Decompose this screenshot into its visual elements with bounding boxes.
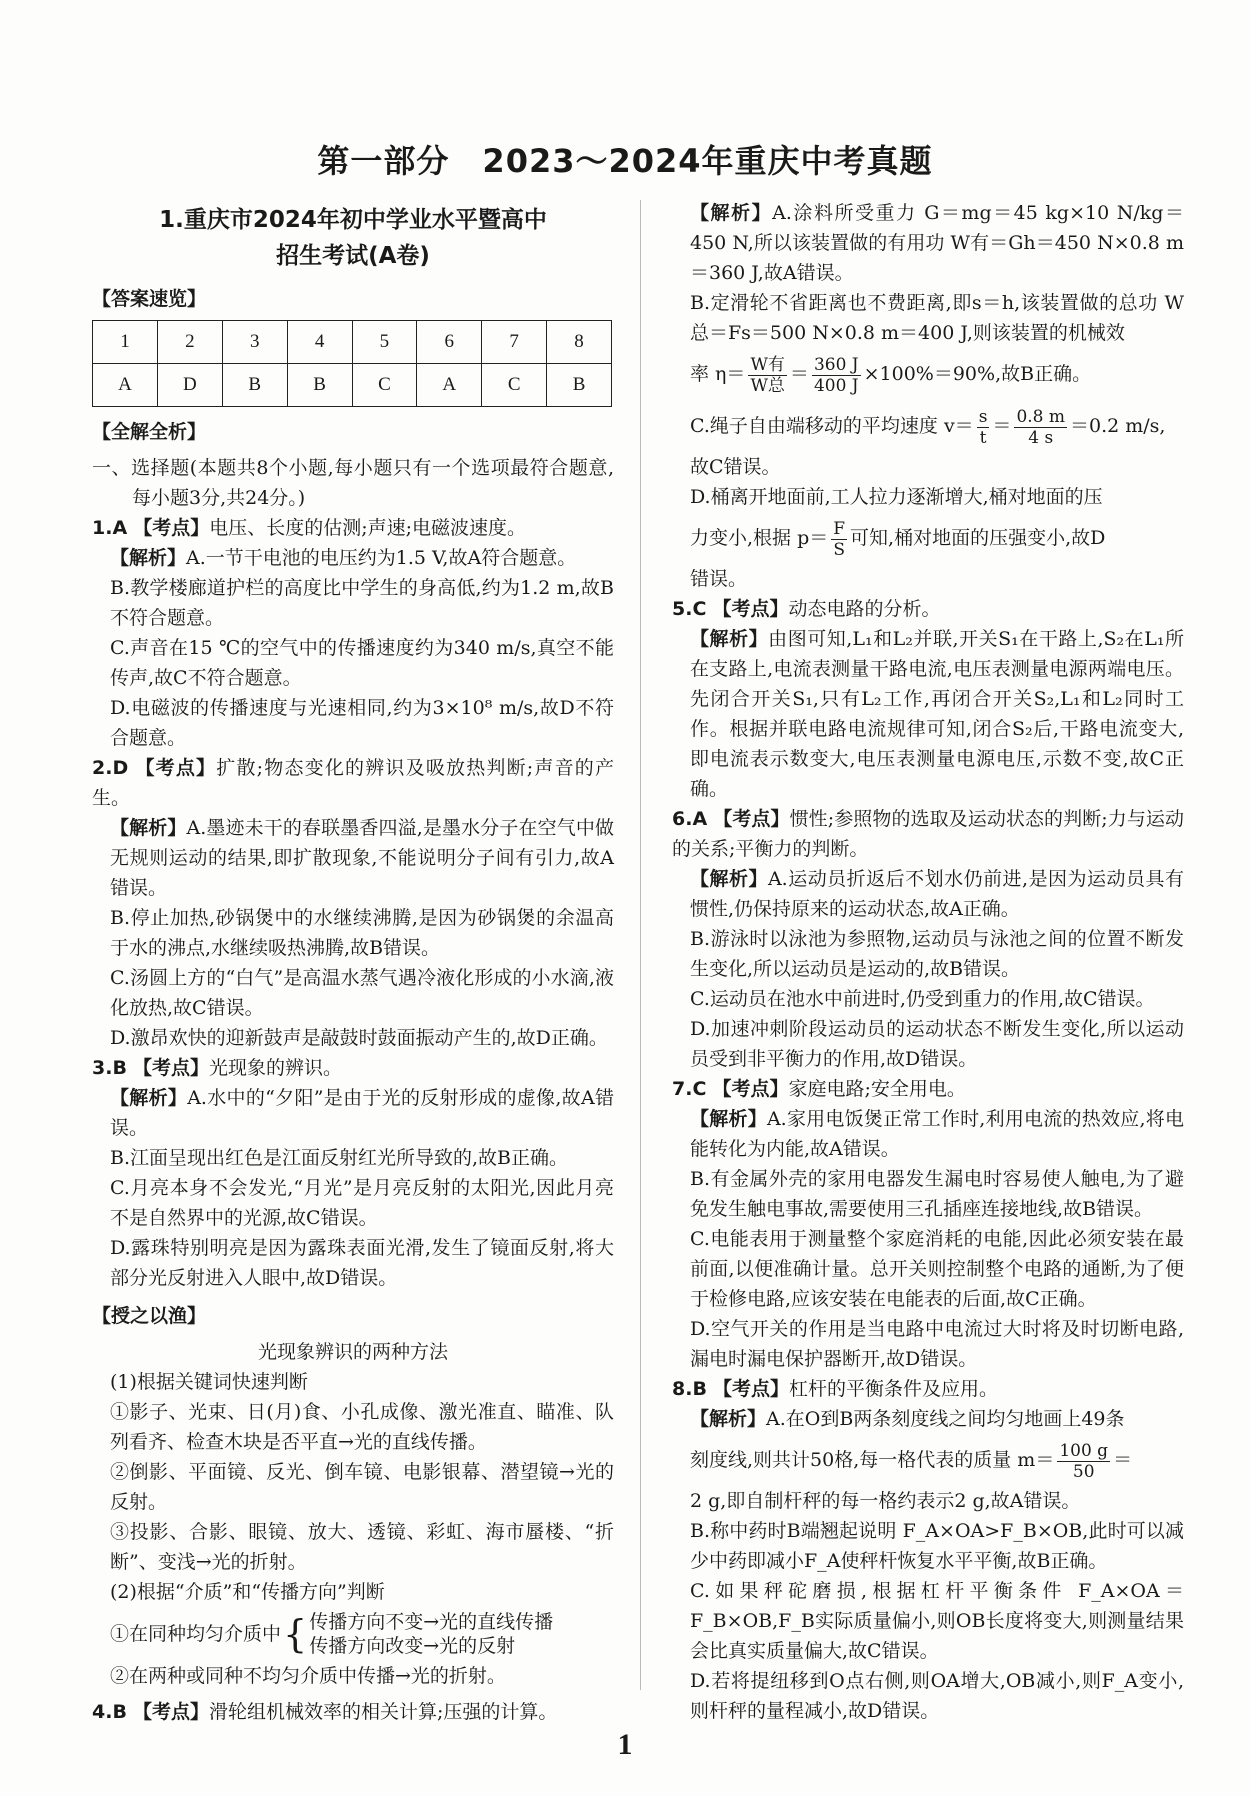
q6-number: 6.A [672,808,708,830]
q1-option-d: D.电磁波的传播速度与光速相同,约为3×10⁸ m/s,故D不符合题意。 [110,697,614,749]
page-title: 第一部分 2023～2024年重庆中考真题 [317,142,933,180]
q4-d-frac-numerator: F [833,518,846,539]
q4-c-frac1-numerator: s [978,406,988,427]
q6-header [672,804,1184,864]
q1-option-a-text: A.一节干电池的电压约为1.5 V,故A符合题意。 [186,547,577,569]
answer-letter: A [93,364,158,407]
q3-option-b: B.江面呈现出红色是江面反射红光所导致的,故B正确。 [110,1147,569,1169]
q3-kaodian-label: 【考点】 [132,1057,209,1079]
q4-option-b: B.定滑轮不省距离也不费距离,即s＝h,该装置做的总功 W总＝Fs＝500 N×0.8 m＝400 J,则该装置的机械效 [690,292,1184,344]
tip-method-1: (1)根据关键词快速判断 [110,1371,308,1393]
right-column [672,198,1184,1726]
tip-2a-prefix: ①在同种均匀介质中 [110,1623,282,1645]
q2-option-d: D.激昂欢快的迎新鼓声是敲鼓时鼓面振动产生的,故D正确。 [110,1027,608,1049]
q4-c-frac2-denominator: 4 s [1028,427,1054,448]
answer-overview-label: 【答案速览】 [92,288,207,310]
tip-method-1c: ③投影、合影、眼镜、放大、透镜、彩虹、海市蜃楼、“折断”、变浅→光的折射。 [110,1521,614,1573]
q4-analysis-a [672,198,1184,288]
exam-title-line-2: 招生考试(A卷) [276,243,430,269]
answer-table [92,320,612,407]
q8-option-b: B.称中药时B端翘起说明 F_A×OA>F_B×OB,此时可以减少中药即减小F_A使秤杆恢复水平平衡,故B正确。 [690,1520,1184,1572]
q3-analysis-a [92,1083,614,1143]
left-column [92,200,614,1727]
q3-option-c: C.月亮本身不会发光,“月光”是月亮反射的太阳光,因此月亮不是自然界中的光源,故C错误。 [110,1177,614,1229]
q5-analysis [672,624,1184,804]
tip-label: 【授之以渔】 [92,1305,207,1327]
answer-letter: B [547,364,612,407]
q8-a-suffix: ＝ [1113,1449,1133,1471]
part1-heading: 一、选择题(本题共8个小题,每小题只有一个选项最符合题意,每小题3分,共24分。) [92,457,614,509]
q8-option-d: D.若将提纽移到O点右侧,则OA增大,OB减小,则F_A变小,则杆秤的量程减小,故D错误。 [690,1670,1184,1722]
q7-jiexi-label: 【解析】 [690,1108,767,1130]
q6-analysis-a [672,864,1184,924]
q4-frac1-denominator: W总 [750,375,785,396]
q2-jiexi-label: 【解析】 [110,817,187,839]
q8-a-frac-denominator: 50 [1072,1461,1095,1482]
q4-d-frac-denominator: S [833,539,845,560]
q6-option-b: B.游泳时以泳池为参照物,运动员与泳池之间的位置不断发生变化,所以运动员是运动的,故B错误。 [690,928,1184,980]
q4-option-b-efficiency [672,348,1184,400]
q8-number: 8.B [672,1378,707,1400]
q4-option-d-end: 错误。 [690,568,748,590]
q1-jiexi-label: 【解析】 [110,547,187,569]
brace-symbol: { [283,1612,308,1656]
q4-option-d-line1: D.桶离开地面前,工人拉力逐渐增大,桶对地面的压 [690,486,1103,508]
q4-frac2-denominator: 400 J [813,375,859,396]
q7-option-c: C.电能表用于测量整个家庭消耗的电能,因此必须安装在最前面,以便准确计量。总开关则控制整个电路的通断,为了便于检修电路,应该安装在电能表的后面,故C正确。 [690,1228,1184,1310]
q4-d-fraction [831,519,847,560]
q8-a-frac-numerator: 100 g [1059,1440,1109,1461]
answer-letter: D [157,364,222,407]
q7-kaodian-label: 【考点】 [712,1078,789,1100]
q8-option-c: C.如果秤砣磨损,根据杠杆平衡条件 F_A×OA＝F_B×OB,F_B实际质量偏小,则OB长度将变大,则测量结果会比真实质量偏大,故C错误。 [690,1580,1184,1662]
q7-option-b: B.有金属外壳的家用电器发生漏电时容易使人触电,为了避免发生触电事故,需要使用三孔插座连接地线,故B错误。 [690,1168,1184,1220]
q4-c-fraction-st [977,407,990,448]
answer-letter: B [287,364,352,407]
q1-kaodian-label: 【考点】 [133,517,210,539]
q4-jiexi-label: 【解析】 [690,202,773,224]
q8-option-a-line2 [672,1434,1184,1486]
q6-jiexi-label: 【解析】 [690,868,768,890]
answer-number: 7 [482,321,547,364]
q8-kaodian-label: 【考点】 [712,1378,789,1400]
q4-c-fraction-values [1014,407,1067,448]
tip-2a-bottom: 传播方向改变→光的反射 [309,1635,516,1657]
q4-kaodian-text: 滑轮组机械效率的相关计算;压强的计算。 [208,1701,558,1723]
q1-kaodian-text: 电压、长度的估测;声速;电磁波速度。 [209,517,527,539]
q8-option-a-text: A.在O到B两条刻度线之间均匀地画上49条 [766,1408,1125,1430]
q4-eq: ＝ [789,363,809,385]
page-number: 1 [617,1728,633,1761]
q2-kaodian-label: 【考点】 [135,757,217,779]
full-analysis-label: 【全解全析】 [92,421,207,443]
q7-analysis-a [672,1104,1184,1164]
q6-option-a-text: A.运动员折返后不划水仍前进,是因为运动员具有惯性,仍保持原来的运动状态,故A正确。 [690,868,1184,920]
q4-frac2-numerator: 360 J [813,354,859,375]
q2-option-b: B.停止加热,砂锅煲中的水继续沸腾,是因为砂锅煲的余温高于水的沸点,水继续吸热沸腾,故B错误。 [110,907,614,959]
answer-number: 5 [352,321,417,364]
q4-c-frac2-numerator: 0.8 m [1016,406,1065,427]
q4-eta-prefix: 率 η＝ [690,363,746,385]
q4-header [92,1697,614,1727]
q5-jiexi-label: 【解析】 [690,628,769,650]
q4-eta-suffix: ×100%＝90%,故B正确。 [863,363,1092,385]
tip-2a-top: 传播方向不变→光的直线传播 [309,1611,554,1633]
q8-kaodian-text: 杠杆的平衡条件及应用。 [788,1378,998,1400]
q7-option-a-text: A.家用电饭煲正常工作时,利用电流的热效应,将电能转化为内能,故A错误。 [690,1108,1184,1160]
q4-d-suffix: 可知,桶对地面的压强变小,故D [850,527,1106,549]
q8-option-a-end: 2 g,即自制杆秤的每一格约表示2 g,故A错误。 [690,1490,1081,1512]
q3-option-d: D.露珠特别明亮是因为露珠表面光滑,发生了镜面反射,将大部分光反射进入人眼中,故D错误。 [110,1237,614,1289]
q6-option-d: D.加速冲刺阶段运动员的运动状态不断发生变化,所以运动员受到非平衡力的作用,故D错误。 [690,1018,1184,1070]
q4-d-prefix: 力变小,根据 p＝ [690,527,829,549]
q3-jiexi-label: 【解析】 [110,1087,188,1109]
q8-header [672,1374,1184,1404]
exam-title-line-1: 1.重庆市2024年初中学业水平暨高中 [159,207,547,233]
q4-frac1-numerator: W有 [750,354,785,375]
answer-number: 1 [93,321,158,364]
tip-2a-branches [309,1610,553,1658]
answer-letter: B [222,364,287,407]
tip-method-2a [92,1610,614,1658]
answer-number: 8 [547,321,612,364]
q6-option-c: C.运动员在池水中前进时,仍受到重力的作用,故C错误。 [690,988,1155,1010]
q4-option-d-line2 [672,512,1184,564]
q5-header [672,594,1184,624]
answer-table-answers-row [93,364,612,407]
column-divider [640,200,641,1690]
tip-method-2: (2)根据“介质”和“传播方向”判断 [110,1581,385,1603]
q5-kaodian-label: 【考点】 [712,598,789,620]
q4-c-prefix: C.绳子自由端移动的平均速度 v＝ [690,415,974,437]
q2-header [92,753,614,813]
exam-section-title [92,202,614,274]
q2-option-a-text: A.墨迹未干的春联墨香四溢,是墨水分子在空气中做无规则运动的结果,即扩散现象,不能说明分子间有引力,故A错误。 [110,817,614,899]
q7-kaodian-text: 家庭电路;安全用电。 [788,1078,966,1100]
q4-option-a-text: A.涂料所受重力 G＝mg＝45 kg×10 N/kg＝450 N,所以该装置做的有用功 W有＝Gh＝450 N×0.8 m＝360 J,故A错误。 [690,202,1184,284]
q3-kaodian-text: 光现象的辨识。 [208,1057,342,1079]
q4-c-suffix: ＝0.2 m/s, [1070,415,1166,437]
answer-table-numbers-row [93,321,612,364]
q3-number: 3.B [92,1057,127,1079]
q5-analysis-text: 由图可知,L₁和L₂并联,开关S₁在干路上,S₂在L₁所在支路上,电流表测量干路电流,电压表测量电源两端电压。先闭合开关S₁,只有L₂工作,再闭合开关S₂,L₁和L₂同时工作。根据并联电路电流规律可知,闭合S₂后,干路电流变大,即电流表示数变大,电压表测量电源电压,示数不变,故C正确。 [690,628,1184,800]
q8-analysis-a [672,1404,1184,1434]
q3-header [92,1053,614,1083]
q8-a-prefix: 刻度线,则共计50格,每一格代表的质量 m＝ [690,1449,1055,1471]
q4-c-frac1-denominator: t [979,427,987,448]
q1-analysis-a [92,543,614,573]
q4-number: 4.B [92,1701,127,1723]
q7-number: 7.C [672,1078,707,1100]
answer-number: 2 [157,321,222,364]
answer-number: 4 [287,321,352,364]
q3-option-a-text: A.水中的“夕阳”是由于光的反射形成的虚像,故A错误。 [110,1087,614,1139]
q5-number: 5.C [672,598,707,620]
q6-kaodian-label: 【考点】 [713,808,790,830]
answer-letter: C [482,364,547,407]
q7-option-d: D.空气开关的作用是当电路中电流过大时将及时切断电路,漏电时漏电保护器断开,故D错误。 [690,1318,1184,1370]
q4-fraction-w [748,355,786,396]
q2-option-c: C.汤圆上方的“白气”是高温水蒸气遇冷液化形成的小水滴,液化放热,故C错误。 [110,967,614,1019]
answer-letter: C [352,364,417,407]
tip-method-1a: ①影子、光束、日(月)食、小孔成像、激光准直、瞄准、队列看齐、检查木块是否平直→光的直线传播。 [110,1401,614,1453]
q1-option-c: C.声音在15 ℃的空气中的传播速度约为340 m/s,真空不能传声,故C不符合题意。 [110,637,614,689]
q1-header [92,513,614,543]
q1-number: 1.A [92,517,128,539]
q4-fraction-j [812,355,861,396]
q1-option-b: B.教学楼廊道护栏的高度比中学生的身高低,约为1.2 m,故B不符合题意。 [110,577,614,629]
answer-number: 6 [417,321,482,364]
q4-c-eq: ＝ [992,415,1012,437]
q5-kaodian-text: 动态电路的分析。 [788,598,941,620]
q4-kaodian-label: 【考点】 [132,1701,209,1723]
tip-method-1b: ②倒影、平面镜、反光、倒车镜、电影银幕、潜望镜→光的反射。 [110,1461,614,1513]
answer-number: 3 [222,321,287,364]
q6-kaodian-text: 惯性;参照物的选取及运动状态的判断;力与运动的关系;平衡力的判断。 [672,808,1184,860]
q8-a-fraction [1057,1441,1110,1482]
answer-letter: A [417,364,482,407]
q2-number: 2.D [92,757,129,779]
q2-kaodian-text: 扩散;物态变化的辨识及吸放热判断;声音的产生。 [92,757,614,809]
tip-method-2b: ②在两种或同种不均匀介质中传播→光的折射。 [110,1665,506,1687]
q7-header [672,1074,1184,1104]
tip-title: 光现象辨识的两种方法 [257,1341,448,1363]
q4-option-c [672,400,1184,452]
q8-jiexi-label: 【解析】 [690,1408,767,1430]
q4-option-c-end: 故C错误。 [690,456,781,478]
q2-analysis-a [92,813,614,903]
